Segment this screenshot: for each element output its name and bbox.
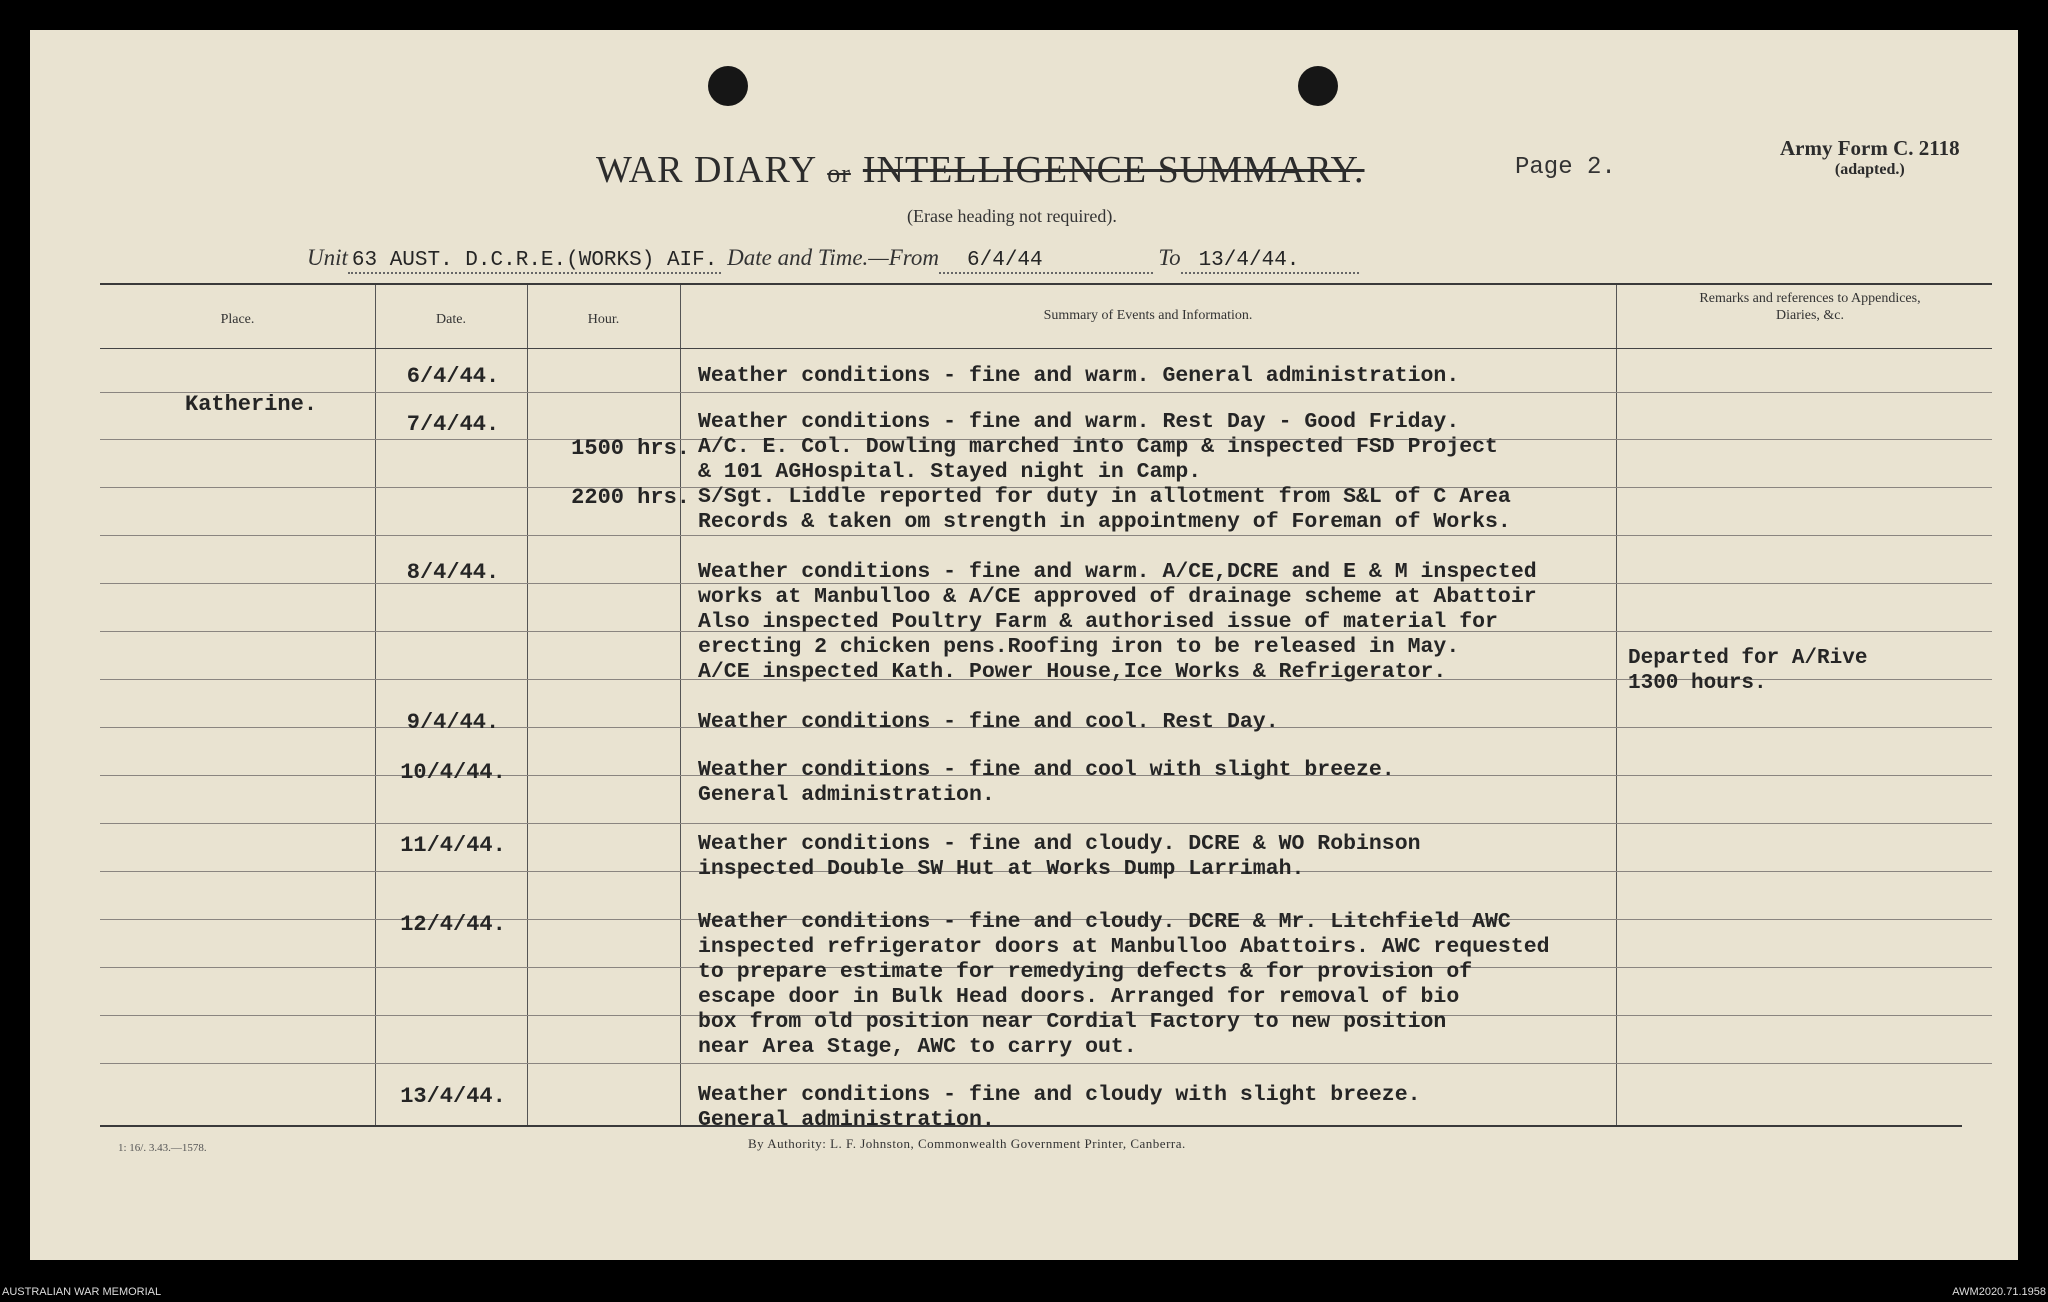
punch-hole <box>708 66 748 106</box>
entry-summary <box>698 560 1698 685</box>
summary-line: Weather conditions - fine and cool with slight breeze. <box>698 758 1395 782</box>
entry-summary <box>698 710 1698 735</box>
ruled-line <box>100 535 1992 536</box>
army-form-number: Army Form C. 2118 <box>1780 136 1960 160</box>
summary-line: works at Manbulloo & A/CE approved of drainage scheme at Abattoir <box>698 585 1537 609</box>
summary-line: inspected Double SW Hut at Works Dump Larrimah. <box>698 857 1305 881</box>
column-divider <box>680 285 681 1125</box>
printer-authority: By Authority: L. F. Johnston, Commonwealth Government Printer, Canberra. <box>748 1136 1186 1151</box>
summary-line: Weather conditions - fine and warm. A/CE,DCRE and E & M inspected <box>698 560 1537 584</box>
entry-summary <box>698 410 1698 535</box>
war-diary-sheet <box>30 30 2018 1260</box>
entry-summary <box>698 832 1698 882</box>
summary-line: escape door in Bulk Head doors. Arranged for removal of bio <box>698 985 1460 1009</box>
date-to: 13/4/44. <box>1181 249 1360 274</box>
entry-summary <box>698 364 1698 389</box>
summary-line: Weather conditions - fine and cloudy. DCRE & Mr. Litchfield AWC <box>698 910 1511 934</box>
archive-reference: AWM2020.71.1958 <box>1952 1286 2046 1298</box>
column-divider <box>375 285 376 1125</box>
column-header-date: Date. <box>436 312 466 327</box>
date-label: Date and Time.—From <box>727 245 940 270</box>
ruled-line <box>100 392 1992 393</box>
summary-line: & 101 AGHospital. Stayed night in Camp. <box>698 460 1202 484</box>
summary-line: S/Sgt. Liddle reported for duty in allotment from S&L of C Area <box>698 485 1511 509</box>
column-header-hour: Hour. <box>587 312 620 327</box>
summary-line: Also inspected Poultry Farm & authorised issue of material for <box>698 610 1498 634</box>
erase-note: (Erase heading not required). <box>907 206 1117 226</box>
unit-label: Unit <box>307 245 348 270</box>
summary-line: Weather conditions - fine and warm. General administration. <box>698 364 1460 388</box>
entry-remark <box>1628 646 2018 696</box>
place-katherine: Katherine. <box>185 392 318 417</box>
entry-date: 6/4/44. <box>406 364 500 389</box>
ruled-line <box>100 823 1992 824</box>
unit-line <box>307 245 1359 272</box>
header-rule <box>100 348 1992 349</box>
entry-hour: 2200 hrs. <box>571 485 690 510</box>
entry-date: 9/4/44. <box>406 710 500 735</box>
entry-hour: 1500 hrs. <box>571 436 690 461</box>
summary-line: Weather conditions - fine and cloudy with slight breeze. <box>698 1083 1421 1107</box>
summary-line: Records & taken om strength in appointmeny of Foreman of Works. <box>698 510 1511 534</box>
column-divider <box>527 285 528 1125</box>
remark-line: Departed for A/Rive <box>1628 647 1868 670</box>
summary-line: near Area Stage, AWC to carry out. <box>698 1035 1137 1059</box>
title-or: or <box>827 159 851 188</box>
title-war-diary: WAR DIARY <box>596 149 818 191</box>
print-code: 1: 16/. 3.43.—1578. <box>118 1142 207 1154</box>
summary-line: Weather conditions - fine and cloudy. DCRE & WO Robinson <box>698 832 1421 856</box>
entry-date: 12/4/44. <box>400 912 506 937</box>
entry-summary <box>698 910 1698 1060</box>
entry-date: 10/4/44. <box>400 760 506 785</box>
column-header-summary: Summary of Events and Information. <box>1043 308 1253 323</box>
entry-summary <box>698 1083 1698 1133</box>
entry-date: 11/4/44. <box>400 833 506 858</box>
diary-title <box>596 148 1365 192</box>
entry-date: 8/4/44. <box>406 560 500 585</box>
entry-summary <box>698 758 1698 808</box>
page-number: Page 2. <box>1515 154 1616 181</box>
column-header-remarks: Remarks and references to Appendices, Diaries, &c. <box>1699 291 1921 323</box>
summary-line: Weather conditions - fine and cool. Rest Day. <box>698 710 1279 734</box>
entry-date: 13/4/44. <box>400 1084 506 1109</box>
table-top-rule <box>100 283 1992 285</box>
summary-line: erecting 2 chicken pens.Roofing iron to be released in May. <box>698 635 1460 659</box>
ruled-line <box>100 1063 1992 1064</box>
date-from: 6/4/44 <box>939 249 1153 274</box>
summary-line: to prepare estimate for remedying defects & for provision of <box>698 960 1473 984</box>
column-header-place: Place. <box>220 312 255 327</box>
summary-line: A/CE inspected Kath. Power House,Ice Works & Refrigerator. <box>698 660 1447 684</box>
summary-line: inspected refrigerator doors at Manbulloo Abattoirs. AWC requested <box>698 935 1550 959</box>
title-intelligence-summary: INTELLIGENCE SUMMARY. <box>862 149 1365 191</box>
unit-value: 63 AUST. D.C.R.E.(WORKS) AIF. <box>348 249 721 274</box>
summary-line: box from old position near Cordial Factory to new position <box>698 1010 1447 1034</box>
entry-date: 7/4/44. <box>406 412 500 437</box>
army-form-adapted: (adapted.) <box>1834 161 1905 178</box>
summary-line: General administration. <box>698 1108 995 1132</box>
archive-caption: AUSTRALIAN WAR MEMORIAL <box>2 1286 162 1298</box>
summary-line: Weather conditions - fine and warm. Rest Day - Good Friday. <box>698 410 1460 434</box>
summary-line: General administration. <box>698 783 995 807</box>
army-form-label <box>1780 136 1960 179</box>
remark-line: 1300 hours. <box>1628 672 1767 695</box>
summary-line: A/C. E. Col. Dowling marched into Camp & inspected FSD Project <box>698 435 1498 459</box>
to-label: To <box>1158 245 1181 270</box>
punch-hole <box>1298 66 1338 106</box>
